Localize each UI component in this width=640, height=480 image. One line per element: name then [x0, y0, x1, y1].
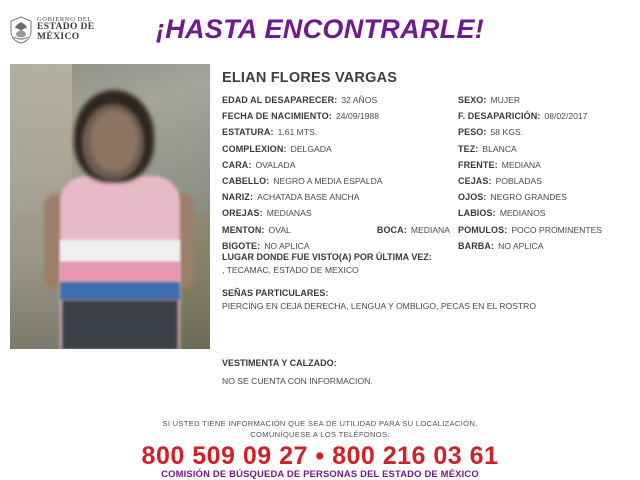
field-value: NEGRO A MEDIA ESPALDA [273, 175, 383, 186]
detail-row [222, 208, 630, 224]
field-label: CABELLO: [222, 175, 270, 186]
section-title: LUGAR DONDE FUE VISTO(A) POR ÚLTIMA VEZ: [222, 252, 432, 262]
detail-cell-left [222, 225, 458, 235]
contact-note-line2: COMUNÍQUESE A LOS TELÉFONOS: [250, 430, 390, 440]
person-name: ELIAN FLORES VARGAS [222, 70, 398, 86]
logo-line2: ESTADO DE MÉXICO [37, 22, 95, 43]
detail-cell-right [458, 208, 630, 218]
field-label: BIGOTE: [222, 240, 261, 251]
field-label: MENTON: [222, 224, 265, 235]
photo-skirt [62, 300, 178, 349]
field-label: BARBA: [458, 240, 495, 251]
field-label: OREJAS: [222, 208, 263, 219]
detail-row [222, 160, 630, 176]
field-value: NEGRO GRANDES [490, 192, 567, 203]
detail-cell-left [222, 208, 458, 218]
detail-cell-left [222, 144, 458, 154]
photo-shirt-stripe-blue [60, 282, 180, 300]
section-text: , TECAMAC, ESTADO DE MEXICO [222, 265, 359, 275]
last-seen-section [222, 252, 634, 275]
detail-cell-right [458, 111, 630, 121]
field-value: 08/02/2017 [544, 111, 588, 122]
field-label: FRENTE: [458, 159, 498, 170]
field-label: OJOS: [458, 192, 487, 203]
contact-note [0, 418, 640, 441]
field-label: SEXO: [458, 95, 487, 105]
detail-cell-right [458, 127, 630, 137]
logo-line1: GOBIERNO DEL [37, 15, 93, 23]
detail-row [222, 111, 630, 127]
field-value: 24/09/1988 [336, 111, 380, 122]
page-title: ¡HASTA ENCONTRARLE! [155, 14, 485, 44]
detail-cell-right [458, 144, 630, 154]
detail-cell-right [458, 160, 630, 170]
detail-cell-right [458, 176, 630, 186]
photo-shirt-stripe-white [60, 240, 180, 262]
field-value: POCO PROMINENTES [511, 224, 603, 235]
field-label: NARIZ: [222, 192, 254, 203]
section-title: SEÑAS PARTICULARES: [222, 288, 329, 298]
detail-row [222, 192, 630, 208]
field-label: CEJAS: [458, 175, 492, 186]
photo-face [90, 110, 138, 172]
field-value: POBLADAS [495, 175, 542, 186]
detail-row [222, 127, 630, 143]
field-value: DELGADA [290, 143, 332, 154]
field-label: POMULOS: [458, 224, 508, 235]
field-value: MEDIANOS [499, 208, 546, 219]
detail-cell-right [458, 192, 630, 202]
field-value: NO APLICA [498, 240, 544, 251]
field-label: F. DESAPARICIÓN: [458, 111, 541, 122]
detail-row [222, 95, 630, 111]
field-value: 1.61 MTS. [277, 127, 318, 138]
section-text: NO SE CUENTA CON INFORMACION. [222, 376, 373, 386]
detail-cell-left [222, 160, 458, 170]
field-value: ACHATADA BASE ANCHA [257, 192, 360, 203]
field-label: PESO: [458, 127, 487, 138]
field-value: NO APLICA [264, 240, 310, 251]
poster-header [0, 0, 640, 56]
field-value: 32 AÑOS [341, 95, 378, 105]
detail-cell-right [458, 225, 630, 235]
distinguishing-marks-section [222, 288, 634, 311]
detail-cell-left [222, 176, 458, 186]
commission-name: COMISIÓN DE BÚSQUEDA DE PERSONAS DEL ESTADO DE MÉXICO [161, 468, 479, 479]
field-label: TEZ: [458, 143, 479, 154]
detail-cell-left [222, 192, 458, 202]
field-value: 58 KGS. [490, 127, 523, 138]
detail-row [222, 144, 630, 160]
boca-field [377, 225, 450, 235]
detail-cell-right [458, 95, 630, 105]
photo-shirt-stripe-pink [60, 262, 180, 282]
field-value: BLANCA [482, 143, 517, 154]
field-label: ESTATURA: [222, 127, 274, 138]
section-text: PIERCING EN CEJA DERECHA, LENGUA Y OMBLIGO, PECAS EN EL ROSTRO [222, 301, 537, 311]
detail-cell-right [458, 241, 630, 251]
field-label: CARA: [222, 159, 252, 170]
section-title: VESTIMENTA Y CALZADO: [222, 358, 337, 368]
field-value: MEDIANA [501, 159, 541, 170]
detail-row [222, 176, 630, 192]
field-value: MEDIANAS [266, 208, 312, 219]
person-details [222, 95, 630, 257]
missing-person-photo [10, 64, 210, 349]
detail-cell-left [222, 241, 458, 251]
field-label: COMPLEXION: [222, 143, 287, 154]
field-value: OVALADA [255, 159, 296, 170]
detail-cell-left [222, 95, 458, 105]
field-label: FECHA DE NACIMIENTO: [222, 111, 332, 122]
detail-cell-left [222, 111, 458, 121]
detail-row [222, 225, 630, 241]
field-value: OVAL [268, 224, 291, 235]
field-label: BOCA: [376, 224, 407, 235]
field-value: MEDIANA [410, 224, 450, 235]
contact-note-line1: SI USTED TIENE INFORMACIÓN QUE SEA DE UTILIDAD PARA SU LOCALIZACIÓN, [162, 419, 478, 428]
field-value: MUJER [490, 95, 521, 105]
detail-cell-left [222, 127, 458, 137]
contact-phone-numbers: 800 509 09 27 • 800 216 03 61 [141, 442, 499, 470]
clothing-section [222, 358, 634, 386]
field-label: LABIOS: [458, 208, 496, 219]
field-label: EDAD AL DESAPARECER: [222, 95, 338, 105]
